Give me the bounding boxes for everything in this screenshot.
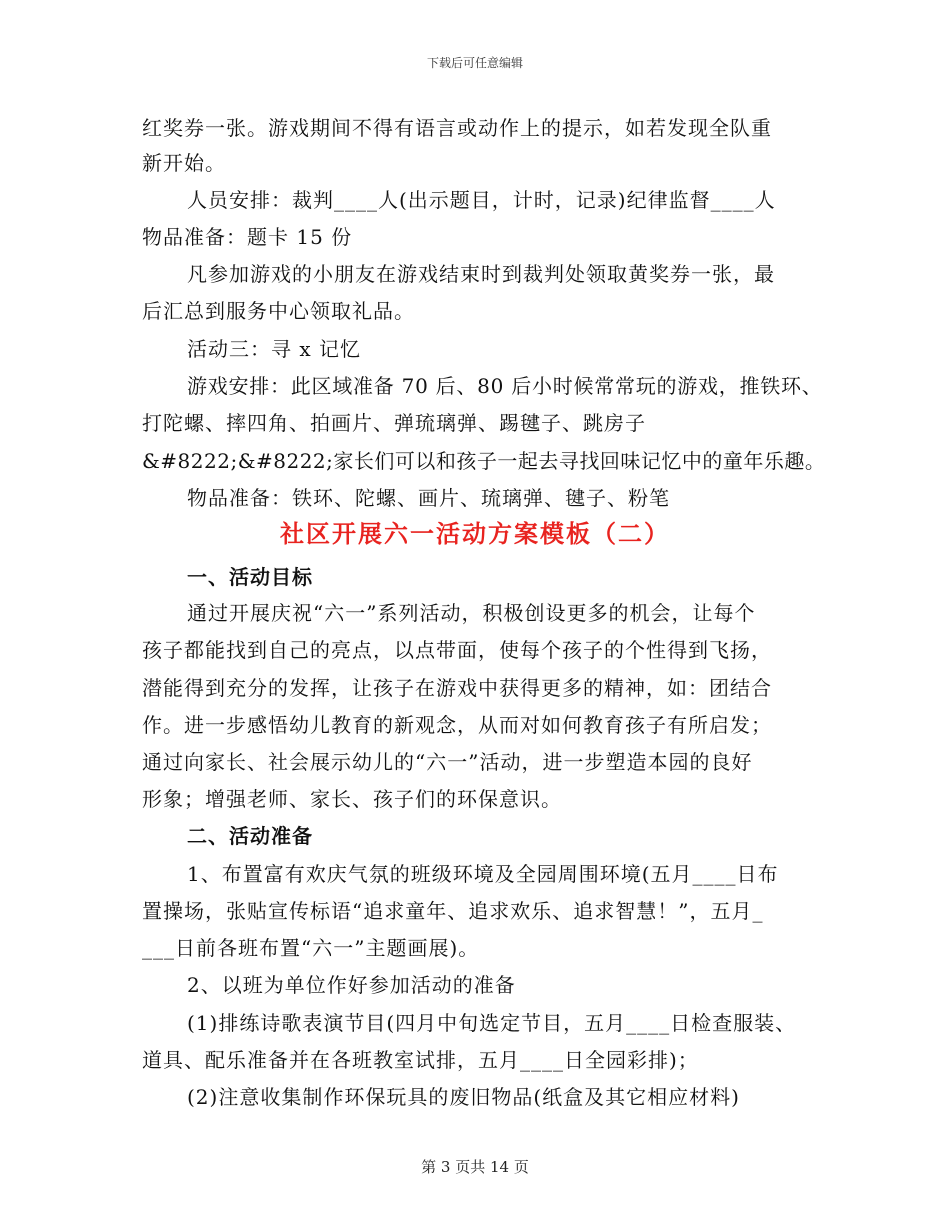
document-title: 社区开展六一活动方案模板（二） (280, 519, 670, 548)
body-line: 形象；增强老师、家长、孩子们的环保意识。 (142, 787, 562, 811)
body-line: 活动三：寻 x 记忆 (187, 337, 361, 361)
body-line: 后汇总到服务中心领取礼品。 (142, 299, 415, 323)
body-line: 物品准备：题卡 15 份 (142, 225, 353, 249)
body-line: (2)注意收集制作环保玩具的废旧物品(纸盒及其它相应材料) (187, 1085, 740, 1109)
page-footer: 第 3 页共 14 页 (421, 1158, 529, 1176)
body-line: 凡参加游戏的小朋友在游戏结束时到裁判处领取黄奖券一张，最 (187, 262, 775, 286)
page-header: 下载后可任意编辑 (426, 56, 523, 70)
body-line: 潜能得到充分的发挥，让孩子在游戏中获得更多的精神，如：团结合 (142, 676, 772, 700)
body-line: ___日前各班布置“六一”主题画展)。 (142, 936, 480, 960)
body-line: 置操场，张贴宣传标语“追求童年、追求欢乐、追求智慧！”，五月_ (142, 899, 764, 923)
body-line: 1、布置富有欢庆气氛的班级环境及全园周围环境(五月____日布 (187, 862, 779, 886)
body-line: 作。进一步感悟幼儿教育的新观念，从而对如何教育孩子有所启发； (142, 713, 772, 737)
body-line: 红奖券一张。游戏期间不得有语言或动作上的提示，如若发现全队重 (142, 116, 772, 140)
body-line: 孩子都能找到自己的亮点，以点带面，使每个孩子的个性得到飞扬， (142, 638, 772, 662)
body-line: &#8222;&#8222;家长们可以和孩子一起去寻找回味记忆中的童年乐趣。 (142, 449, 826, 473)
body-line: 道具、配乐准备并在各班教室试排，五月____日全园彩排)； (142, 1048, 699, 1072)
body-line: 打陀螺、摔四角、拍画片、弹琉璃弹、踢毽子、跳房子 (142, 411, 646, 435)
section-heading-preparation: 二、活动准备 (187, 824, 313, 848)
body-line: 通过开展庆祝“六一”系列活动，积极创设更多的机会，让每个 (187, 601, 756, 625)
body-line: (1)排练诗歌表演节目(四月中旬选定节目，五月____日检查服装、 (187, 1011, 797, 1035)
body-line: 游戏安排：此区域准备 70 后、80 后小时候常常玩的游戏，推铁环、 (187, 374, 823, 398)
section-heading-goals: 一、活动目标 (187, 565, 313, 589)
body-line: 新开始。 (142, 151, 226, 175)
body-line: 通过向家长、社会展示幼儿的“六一”活动，进一步塑造本园的良好 (142, 750, 753, 774)
body-line: 人员安排：裁判____人(出示题目，计时，记录)纪律监督____人 (187, 188, 776, 212)
body-line: 物品准备：铁环、陀螺、画片、琉璃弹、毽子、粉笔 (187, 486, 670, 510)
body-line: 2、以班为单位作好参加活动的准备 (187, 973, 516, 997)
